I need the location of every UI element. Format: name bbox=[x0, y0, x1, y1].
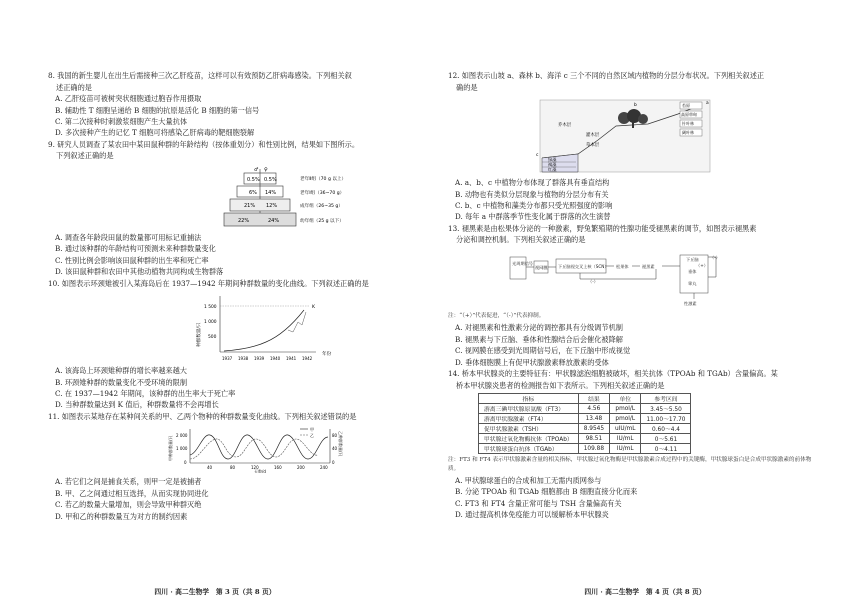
q11-option-b: B. 甲、乙之间通过相互选择，从而实现协同进化 bbox=[55, 488, 209, 498]
table-cell: 甲状腺过氧化物酶抗体（TPOAb） bbox=[479, 434, 579, 444]
table-header: 参考区间 bbox=[641, 394, 691, 404]
q11-xtick: 120 bbox=[251, 465, 259, 471]
q10-stem: 10. 如图表示环颈雉被引入某海岛后在 1937—1942 年期间种群数量的变化曲线。下列叙述正确的是 bbox=[48, 278, 369, 288]
male-label: ♂ bbox=[254, 167, 259, 173]
q12-vegetation-figure bbox=[448, 96, 812, 174]
q12-label-herb: 草本层 bbox=[586, 143, 600, 149]
q11-stem: 11. 如图表示某地存在某种间关系的甲、乙两个物种的种群数量变化曲线。下列相关叙述错误的是 bbox=[48, 411, 357, 421]
row4-male: 22% bbox=[238, 218, 250, 224]
row4-label: 幼年组（25 g 以下） bbox=[300, 219, 344, 224]
q14-lab-table bbox=[478, 393, 691, 454]
table-header: 结果 bbox=[578, 394, 609, 404]
table-cell: 4.56 bbox=[578, 404, 609, 414]
q10-xtick: 1937 bbox=[222, 356, 233, 362]
q14-stem-cont: 桥本甲状腺炎患者的检测报告如下表所示。下列相关叙述正确的是 bbox=[456, 380, 665, 390]
table-cell: 0.60～4.4 bbox=[641, 424, 691, 434]
q13-option-b: B. 褪黑素与下丘脑、垂体和性腺结合后会催化被降解 bbox=[455, 334, 623, 344]
q11-ltick: 1 000 bbox=[176, 446, 188, 452]
page-4 bbox=[430, 0, 860, 610]
table-header-row bbox=[479, 394, 691, 404]
q8-option-a: A. 乙肝疫苗可被树突状细胞通过胞吞作用摄取 bbox=[55, 94, 202, 104]
q11-rtick: 40 bbox=[332, 446, 338, 452]
q11-population-chart bbox=[48, 425, 412, 473]
q11-xtick: 200 bbox=[297, 465, 305, 471]
q14-option-a: A. 甲状腺球蛋白的合成和加工无需内质网参与 bbox=[455, 476, 602, 486]
node-scn: 下丘脑视交叉上核（SCN） bbox=[558, 264, 609, 269]
q13-option-c: C. 视网膜在感受到光周期信号后，在下丘脑中形成视觉 bbox=[455, 346, 631, 356]
q10-xtick: 1939 bbox=[254, 356, 265, 362]
q11-xtick: 160 bbox=[274, 465, 282, 471]
q9-option-b: B. 通过该种群的年龄结构可预测未来种群数量变化 bbox=[55, 244, 216, 254]
node-pineal: 松果体 bbox=[616, 264, 629, 269]
q12-label-brown: 褐藻 bbox=[548, 162, 557, 168]
q11-option-a: A. 若它们之间是捕食关系，则甲一定是被捕者 bbox=[55, 477, 202, 487]
q12-stem: 12. 如图表示山坡 a、森林 b、海洋 c 三个不同的自然区域内植物的分层分布状况。下列相关叙述正 bbox=[448, 71, 765, 80]
q10-growth-chart bbox=[48, 292, 412, 362]
plus-sign: （+） bbox=[696, 263, 708, 268]
q12-option-d: D. 每年 a 中群落季节性变化属于群落的次生演替 bbox=[455, 212, 611, 222]
q12-label-shrub: 灌木层 bbox=[586, 133, 600, 139]
row3-label: 成年组（26~35 g） bbox=[300, 204, 343, 209]
q8-option-d: D. 多次接种产生的记忆 T 细胞可将感染乙肝病毒的靶细胞裂解 bbox=[55, 128, 255, 138]
table-row bbox=[479, 424, 691, 434]
table-row bbox=[479, 404, 691, 414]
q12-option-c: C. b、c 中植物和藻类分布都只受光照强度的影响 bbox=[455, 201, 613, 210]
q14-note: 注：FT3 和 FT4 表示甲状腺激素含量的相关指标，甲状腺过氧化物酶是甲状腺激素合成过程中的关键酶，甲状腺球蛋白是合成甲状腺激素的前体物质。 bbox=[448, 457, 812, 472]
q11-xlabel: 天数/d bbox=[254, 469, 266, 474]
q12-stem-cont: 确的是 bbox=[456, 82, 478, 92]
q8-stem-cont: 述正确的是 bbox=[56, 82, 92, 92]
q10-xtick: 1940 bbox=[270, 356, 281, 362]
q10-option-a: A. 该海岛上环颈雉种群的增长率越来越大 bbox=[55, 366, 187, 376]
q12-label: b bbox=[634, 103, 637, 109]
row2-female: 14% bbox=[265, 190, 277, 196]
q10-ytick-1000: 1 000 bbox=[204, 320, 217, 326]
q10-xtick: 1942 bbox=[302, 356, 313, 362]
q13-stem: 13. 褪黑素是由松果体分泌的一种激素，野兔繁殖期的性腺功能受褪黑素的调节，如图表示褪黑素 bbox=[448, 223, 757, 233]
table-header: 单位 bbox=[610, 394, 641, 404]
q9-stem-cont: 下列叙述正确的是 bbox=[56, 151, 114, 161]
table-cell: pmol/L bbox=[610, 414, 641, 424]
q9-stem: 9. 研究人员调查了某农田中某田鼠种群的年龄结构（按体重划分）和性别比例，结果如下图所示。 bbox=[48, 139, 360, 149]
q12-label-conifer: 针叶林 bbox=[682, 121, 694, 127]
row1-male: 0.5% bbox=[247, 177, 260, 183]
q10-xlabel: 年份 bbox=[322, 352, 332, 358]
q11-ltick: 2 000 bbox=[176, 433, 188, 439]
table-cell: 促甲状腺激素（TSH） bbox=[479, 424, 579, 434]
q13-option-a: A. 对褪黑素和性激素分泌的调控都具有分级调节机制 bbox=[455, 323, 623, 333]
table-cell: IU/mL bbox=[610, 434, 641, 444]
q11-ylabel-left: 甲种群数量/只 bbox=[168, 436, 173, 462]
table-cell: 13.48 bbox=[578, 414, 609, 424]
row3-female: 12% bbox=[266, 203, 278, 209]
q13-option-d: D. 垂体细胞膜上有促甲状腺激素释放激素的受体 bbox=[455, 357, 609, 367]
q9-option-c: C. 性别比例会影响该田鼠种群的出生率和死亡率 bbox=[55, 255, 209, 265]
minus-sign: （-） bbox=[710, 255, 720, 260]
q11-xtick: 40 bbox=[207, 465, 213, 471]
table-cell: pmol/L bbox=[610, 404, 641, 414]
q9-option-a: A. 调查各年龄段田鼠的数量都可用标记重捕法 bbox=[55, 233, 202, 242]
node-melatonin: 褪黑素 bbox=[642, 264, 655, 269]
table-cell: IU/mL bbox=[610, 444, 641, 454]
row4-female: 24% bbox=[268, 218, 280, 224]
q8-option-c: C. 第二次接种时刺激浆细胞产生大量抗体 bbox=[55, 117, 188, 126]
q10-k-label: K bbox=[312, 305, 316, 311]
q12-label-broadleaf: 阔叶林 bbox=[682, 130, 694, 136]
q12-label-tundra: 苔原 bbox=[682, 103, 690, 109]
row2-male: 6% bbox=[249, 190, 257, 196]
q10-ytick-500: 500 bbox=[208, 335, 217, 341]
row2-label: 老年Ⅰ组（36~70 g） bbox=[300, 191, 345, 196]
row1-female: 0.5% bbox=[264, 177, 277, 183]
node-sex-hormone: 性激素 bbox=[684, 301, 697, 306]
table-cell: 游离三碘甲状腺原氨酸（FT3） bbox=[479, 404, 579, 414]
q10-xtick: 1941 bbox=[286, 356, 297, 362]
table-cell: 109.88 bbox=[578, 444, 609, 454]
q13-flow-diagram bbox=[448, 249, 812, 309]
q14-stem: 14. 桥本甲状腺炎的主要特征有：甲状腺滤泡细胞被破坏，相关抗体（TPOAb 和 TGAb）含量偏高。某 bbox=[448, 369, 778, 379]
q8-stem: 8. 我国的新生婴儿在出生后需接种三次乙肝疫苗，这样可以有效预防乙肝病毒感染。下列相关叙 bbox=[48, 71, 352, 80]
q11-legend-jia: 甲 bbox=[310, 427, 314, 433]
q10-xtick: 1938 bbox=[238, 356, 249, 362]
node-testis: 睾丸 bbox=[688, 281, 697, 286]
q10-ylabel: 种群数量/只 bbox=[197, 322, 202, 348]
table-row bbox=[479, 414, 691, 424]
q14-option-d: D. 通过提高机体免疫能力可以缓解桥本甲状腺炎 bbox=[455, 510, 609, 520]
q14-option-c: C. FT3 和 FT4 含量正常可能与 TSH 含量偏高有关 bbox=[455, 498, 622, 508]
q11-option-d: D. 甲和乙的种群数量互为对方的制约因素 bbox=[55, 511, 188, 521]
q12-option-b: B. 动物也有类似分层现象与植物的分层分布有关 bbox=[455, 189, 609, 199]
q11-xtick: 80 bbox=[230, 465, 236, 471]
table-cell: 3.45～5.50 bbox=[641, 404, 691, 414]
q10-option-d: D. 当种群数量达到 K 值后，种群数量将不会再增长 bbox=[55, 400, 219, 410]
page-3-footer: 四川 · 高二生物学 第 3 页（共 8 页） bbox=[154, 588, 276, 596]
table-cell: 甲状腺球蛋白抗体（TGAb） bbox=[479, 444, 579, 454]
node-hypothalamus: 下丘脑 bbox=[686, 257, 699, 262]
q10-ytick-1500: 1 500 bbox=[204, 305, 217, 311]
row1-label: 老年Ⅱ组（70 g 以上） bbox=[300, 177, 347, 182]
minus-sign-2: （-） bbox=[588, 279, 598, 284]
q12-label-red: 红藻 bbox=[548, 167, 557, 173]
page-4-footer: 四川 · 高二生物学 第 4 页（共 8 页） bbox=[584, 588, 706, 596]
q10-option-b: B. 环颈雉种群的数量变化不受环境的限制 bbox=[55, 377, 188, 387]
q12-label-green: 绿藻 bbox=[548, 157, 557, 163]
q11-option-c: C. 若乙的数量大量增加，则会导致甲种群灭绝 bbox=[55, 500, 202, 510]
q8-option-b: B. 辅助性 T 细胞呈递给 B 细胞的抗原是活化 B 细胞的第一信号 bbox=[55, 105, 260, 115]
q10-option-c: C. 在 1937—1942 年期间，该种群的出生率大于死亡率 bbox=[55, 389, 236, 399]
table-cell: 98.51 bbox=[578, 434, 609, 444]
q13-note: 注：“（+）”代表促进，“（-）”代表抑制。 bbox=[448, 313, 545, 319]
node-retina: 视网膜 bbox=[535, 265, 548, 270]
node-light: 光周期信号 bbox=[512, 261, 533, 266]
table-cell: uIU/mL bbox=[610, 424, 641, 434]
q11-xtick: 240 bbox=[320, 465, 328, 471]
table-cell: 8.9545 bbox=[578, 424, 609, 434]
q14-option-b: B. 分泌 TPOAb 和 TGAb 细胞都由 B 细胞直接分化而来 bbox=[455, 487, 638, 497]
q11-ltick: 0 bbox=[184, 460, 187, 466]
q12-option-a: A. a、b、c 中植物分布体现了群落具有垂直结构 bbox=[455, 178, 610, 188]
q13-stem-cont: 分泌和调控机制。下列相关叙述正确的是 bbox=[456, 235, 586, 245]
q9-option-d: D. 该田鼠种群和农田中其他动植物共同构成生物群落 bbox=[55, 267, 224, 277]
q11-rtick: 80 bbox=[332, 433, 338, 439]
q11-rtick: 0 bbox=[332, 460, 335, 466]
female-label: ♀ bbox=[264, 167, 268, 173]
q12-label-tree: 乔木层 bbox=[558, 123, 572, 129]
q9-age-pyramid bbox=[48, 165, 412, 229]
table-cell: 11.00～17.70 bbox=[641, 414, 691, 424]
q11-legend-yi: 乙 bbox=[310, 433, 314, 439]
row3-male: 21% bbox=[244, 203, 256, 209]
q12-label: c bbox=[536, 153, 539, 159]
table-row bbox=[479, 434, 691, 444]
q12-label-meadow: 高原草甸 bbox=[681, 112, 697, 118]
table-header: 指标 bbox=[479, 394, 579, 404]
node-pituitary: 垂体 bbox=[688, 269, 697, 274]
table-row bbox=[479, 444, 691, 454]
table-cell: 游离甲状腺激素（FT4） bbox=[479, 414, 579, 424]
table-cell: 0～5.61 bbox=[641, 434, 691, 444]
q11-ylabel-right: 乙种群数量/只 bbox=[338, 431, 343, 457]
table-cell: 0～4.11 bbox=[641, 444, 691, 454]
q12-label: a bbox=[706, 101, 709, 107]
